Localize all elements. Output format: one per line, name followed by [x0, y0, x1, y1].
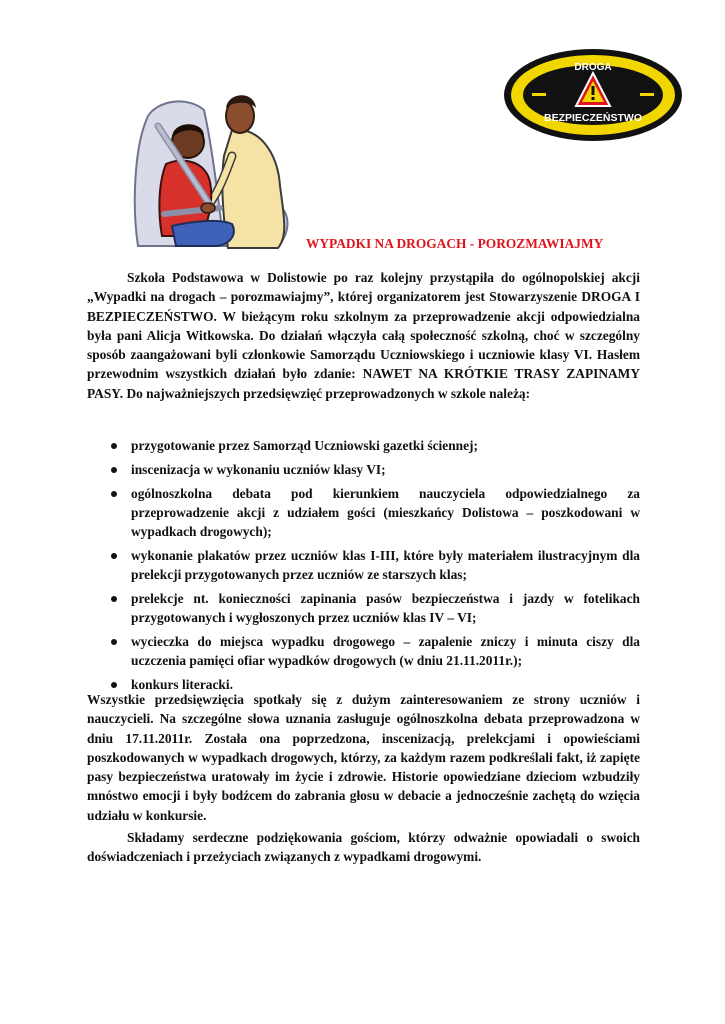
- list-item: [87, 589, 640, 628]
- seatbelt-clipart-illustration: [128, 86, 308, 256]
- logo-graphic: [502, 46, 684, 144]
- bullet-icon: [111, 639, 117, 645]
- list-item-text: przygotowanie przez Samorząd Uczniowski gazetki ściennej;: [131, 438, 478, 453]
- list-item: [87, 632, 640, 671]
- list-item-text: inscenizacja w wykonaniu uczniów klasy VI;: [131, 461, 386, 477]
- bullet-icon: [111, 443, 117, 449]
- intro-paragraph: Szkoła Podstawowa w Dolistowie po raz kolejny przystąpiła do ogólnopolskiej akcji „Wypadki na drogach – porozmawiajmy”, której organizatorem jest Stowarzyszenie DROGA I BEZPIECZEŃSTWO. W bieżącym roku szkolnym za przeprowadzenie akcji odpowiedzialna była pani Alicja Witkowska. Do działań włączyła całą społeczność szkolną, choć w szczególny sposób zaangażowani byli członkowie Samorządu Uczniowskiego i uczniowie klasy VI. Hasłem przewodnim wszystkich działań było zdanie: NAWET NA KRÓTKIE TRASY ZAPINAMY PASY. Do najważniejszych przedsięwzięć przeprowadzonych w szkole należą:: [87, 270, 640, 401]
- bullet-icon: [111, 491, 117, 497]
- logo-text-top: DROGA: [574, 62, 612, 73]
- bullet-icon: [111, 467, 117, 473]
- bullet-icon: [111, 596, 117, 602]
- list-item: [87, 546, 640, 585]
- logo-text-bottom: BEZPIECZEŃSTWO: [543, 112, 643, 124]
- list-item-text: ogólnoszkolna debata pod kierunkiem nauczyciela odpowiedzialnego za przeprowadzenie akcji z udziałem gości (mieszkańcy Dolistowa – poszkodowani w wypadkach drogowych);: [131, 485, 640, 540]
- list-item-text: konkurs literacki.: [131, 677, 233, 693]
- list-item-text: wycieczka do miejsca wypadku drogowego – zapalenie zniczy i minuta ciszy dla uczczenia pamięci ofiar wypadków drogowych (w dniu 21.11.2011r.);: [131, 634, 640, 669]
- thanks-paragraph: Składamy serdeczne podziękowania gościom, którzy odważnie opowiadali o swoich doświadczeniach i przeżyciach związanych z wypadkami drogowymi.: [87, 830, 640, 865]
- list-item: [87, 460, 640, 479]
- bullet-icon: [111, 682, 117, 688]
- bullet-icon: [111, 553, 117, 559]
- droga-bezpieczenstwo-logo: [502, 46, 684, 144]
- summary-paragraph: Wszystkie przedsięwzięcia spotkały się z dużym zainteresowaniem ze strony uczniów i nauczycieli. Na szczególne słowa uznania zasługuje ogólnoszkolna debata przeprowadzona w dniu 17.11.2011r. Została ona poprzedzona, inscenizacją, prelekcjami i opowieściami poszkodowanych w wypadkach drogowych, którzy, za każdym razem podkreślali fakt, iż zapięte pasy bezpieczeństwa uratowały im życie i zdrowie. Historie opowiedziane dzieciom wzbudziły mnóstwo emocji i były bodźcem do zabrania głosu w debacie a jednocześnie zachętą do wzięcia udziału w konkursie.: [87, 692, 640, 823]
- list-item: [87, 436, 640, 455]
- document-title: WYPADKI NA DROGACH - POROZMAWIAJMY: [306, 236, 604, 251]
- activities-list: [87, 436, 640, 699]
- list-item-text: wykonanie plakatów przez uczniów klas I-III, które były materiałem ilustracyjnym dla prelekcji przygotowanych przez uczniów ze starszych klas;: [131, 547, 640, 583]
- list-item: [87, 484, 640, 542]
- list-item-text: prelekcje nt. konieczności zapinania pasów bezpieczeństwa i jazdy w fotelikach przygotowanych i wygłoszonych przez uczniów klas IV – VI;: [131, 591, 640, 626]
